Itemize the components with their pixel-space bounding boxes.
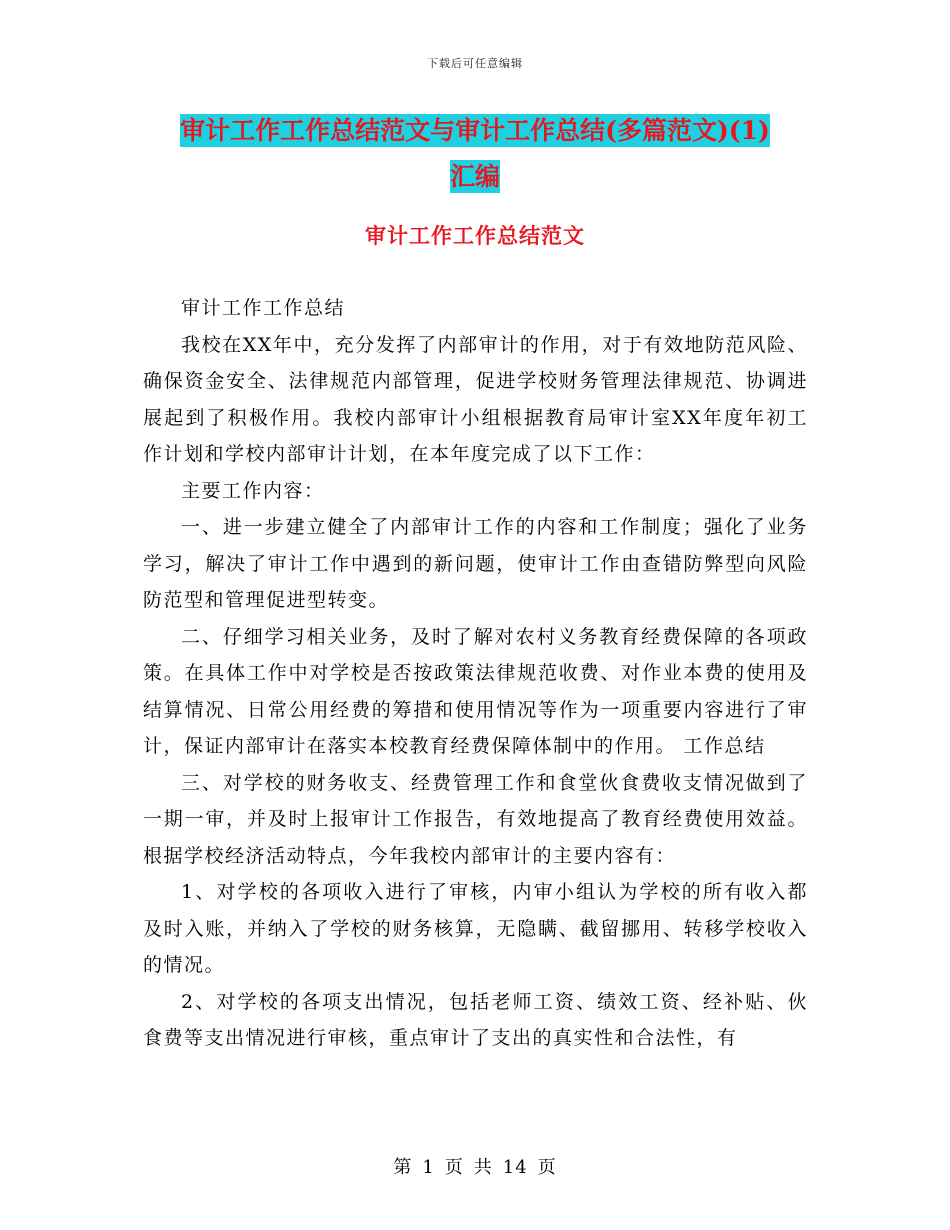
document-title-line-1: 审计工作工作总结范文与审计工作总结(多篇范文)(1) (180, 116, 770, 145)
paragraph-subtitle: 审计工作工作总结 (181, 297, 346, 319)
footer-label-unit: 页 (444, 1157, 464, 1178)
footer-current-page: 1 (422, 1157, 435, 1178)
paragraph-subitem-1: 1、对学校的各项收入进行了审核，内审小组认为学校的所有收入都及时入账，并纳入了学校的财务核算，无隐瞒、截留挪用、转移学校收入的情况。 (143, 881, 808, 976)
paragraph-item-3: 三、对学校的财务收支、经费管理工作和食堂伙食费收支情况做到了一期一审，并及时上报审计工作报告，有效地提高了教育经费使用效益。根据学校经济活动特点，今年我校内部审计的主要内容有： (143, 771, 808, 867)
footer-label-unit-2: 页 (537, 1157, 557, 1178)
header-note: 下载后可任意编辑 (427, 57, 523, 70)
footer-total-pages: 14 (502, 1157, 528, 1178)
paragraph-item-1: 一、进一步建立健全了内部审计工作的内容和工作制度；强化了业务学习，解决了审计工作中遇到的新问题，使审计工作由查错防弊型向风险防范型和管理促进型转变。 (143, 516, 808, 611)
footer-label-page: 第 (393, 1157, 413, 1178)
section-title: 审计工作工作总结范文 (365, 223, 585, 248)
paragraph-subitem-2: 2、对学校的各项支出情况，包括老师工资、绩效工资、经补贴、伙食费等支出情况进行审核，重点审计了支出的真实性和合法性，有 (143, 990, 808, 1049)
document-title (140, 108, 810, 200)
paragraph-main-heading: 主要工作内容： (181, 479, 325, 502)
document-body (143, 290, 808, 1057)
paragraph-intro: 我校在XX年中，充分发挥了内部审计的作用，对于有效地防范风险、确保资金安全、法律规范内部管理，促进学校财务管理法律规范、协调进展起到了积极作用。我校内部审计小组根据教育局审计室XX年度年初工作计划和学校内部审计计划，在本年度完成了以下工作： (143, 333, 808, 465)
page-footer (0, 1153, 950, 1179)
paragraph-item-2: 二、仔细学习相关业务，及时了解对农村义务教育经费保障的各项政策。在具体工作中对学校是否按政策法律规范收费、对作业本费的使用及结算情况、日常公用经费的筹措和使用情况等作为一项重要内容进行了审计，保证内部审计在落实本校教育经费保障体制中的作用。 工作总结 (143, 625, 808, 757)
document-title-line-2: 汇编 (449, 162, 500, 191)
footer-label-total: 共 (473, 1157, 493, 1178)
